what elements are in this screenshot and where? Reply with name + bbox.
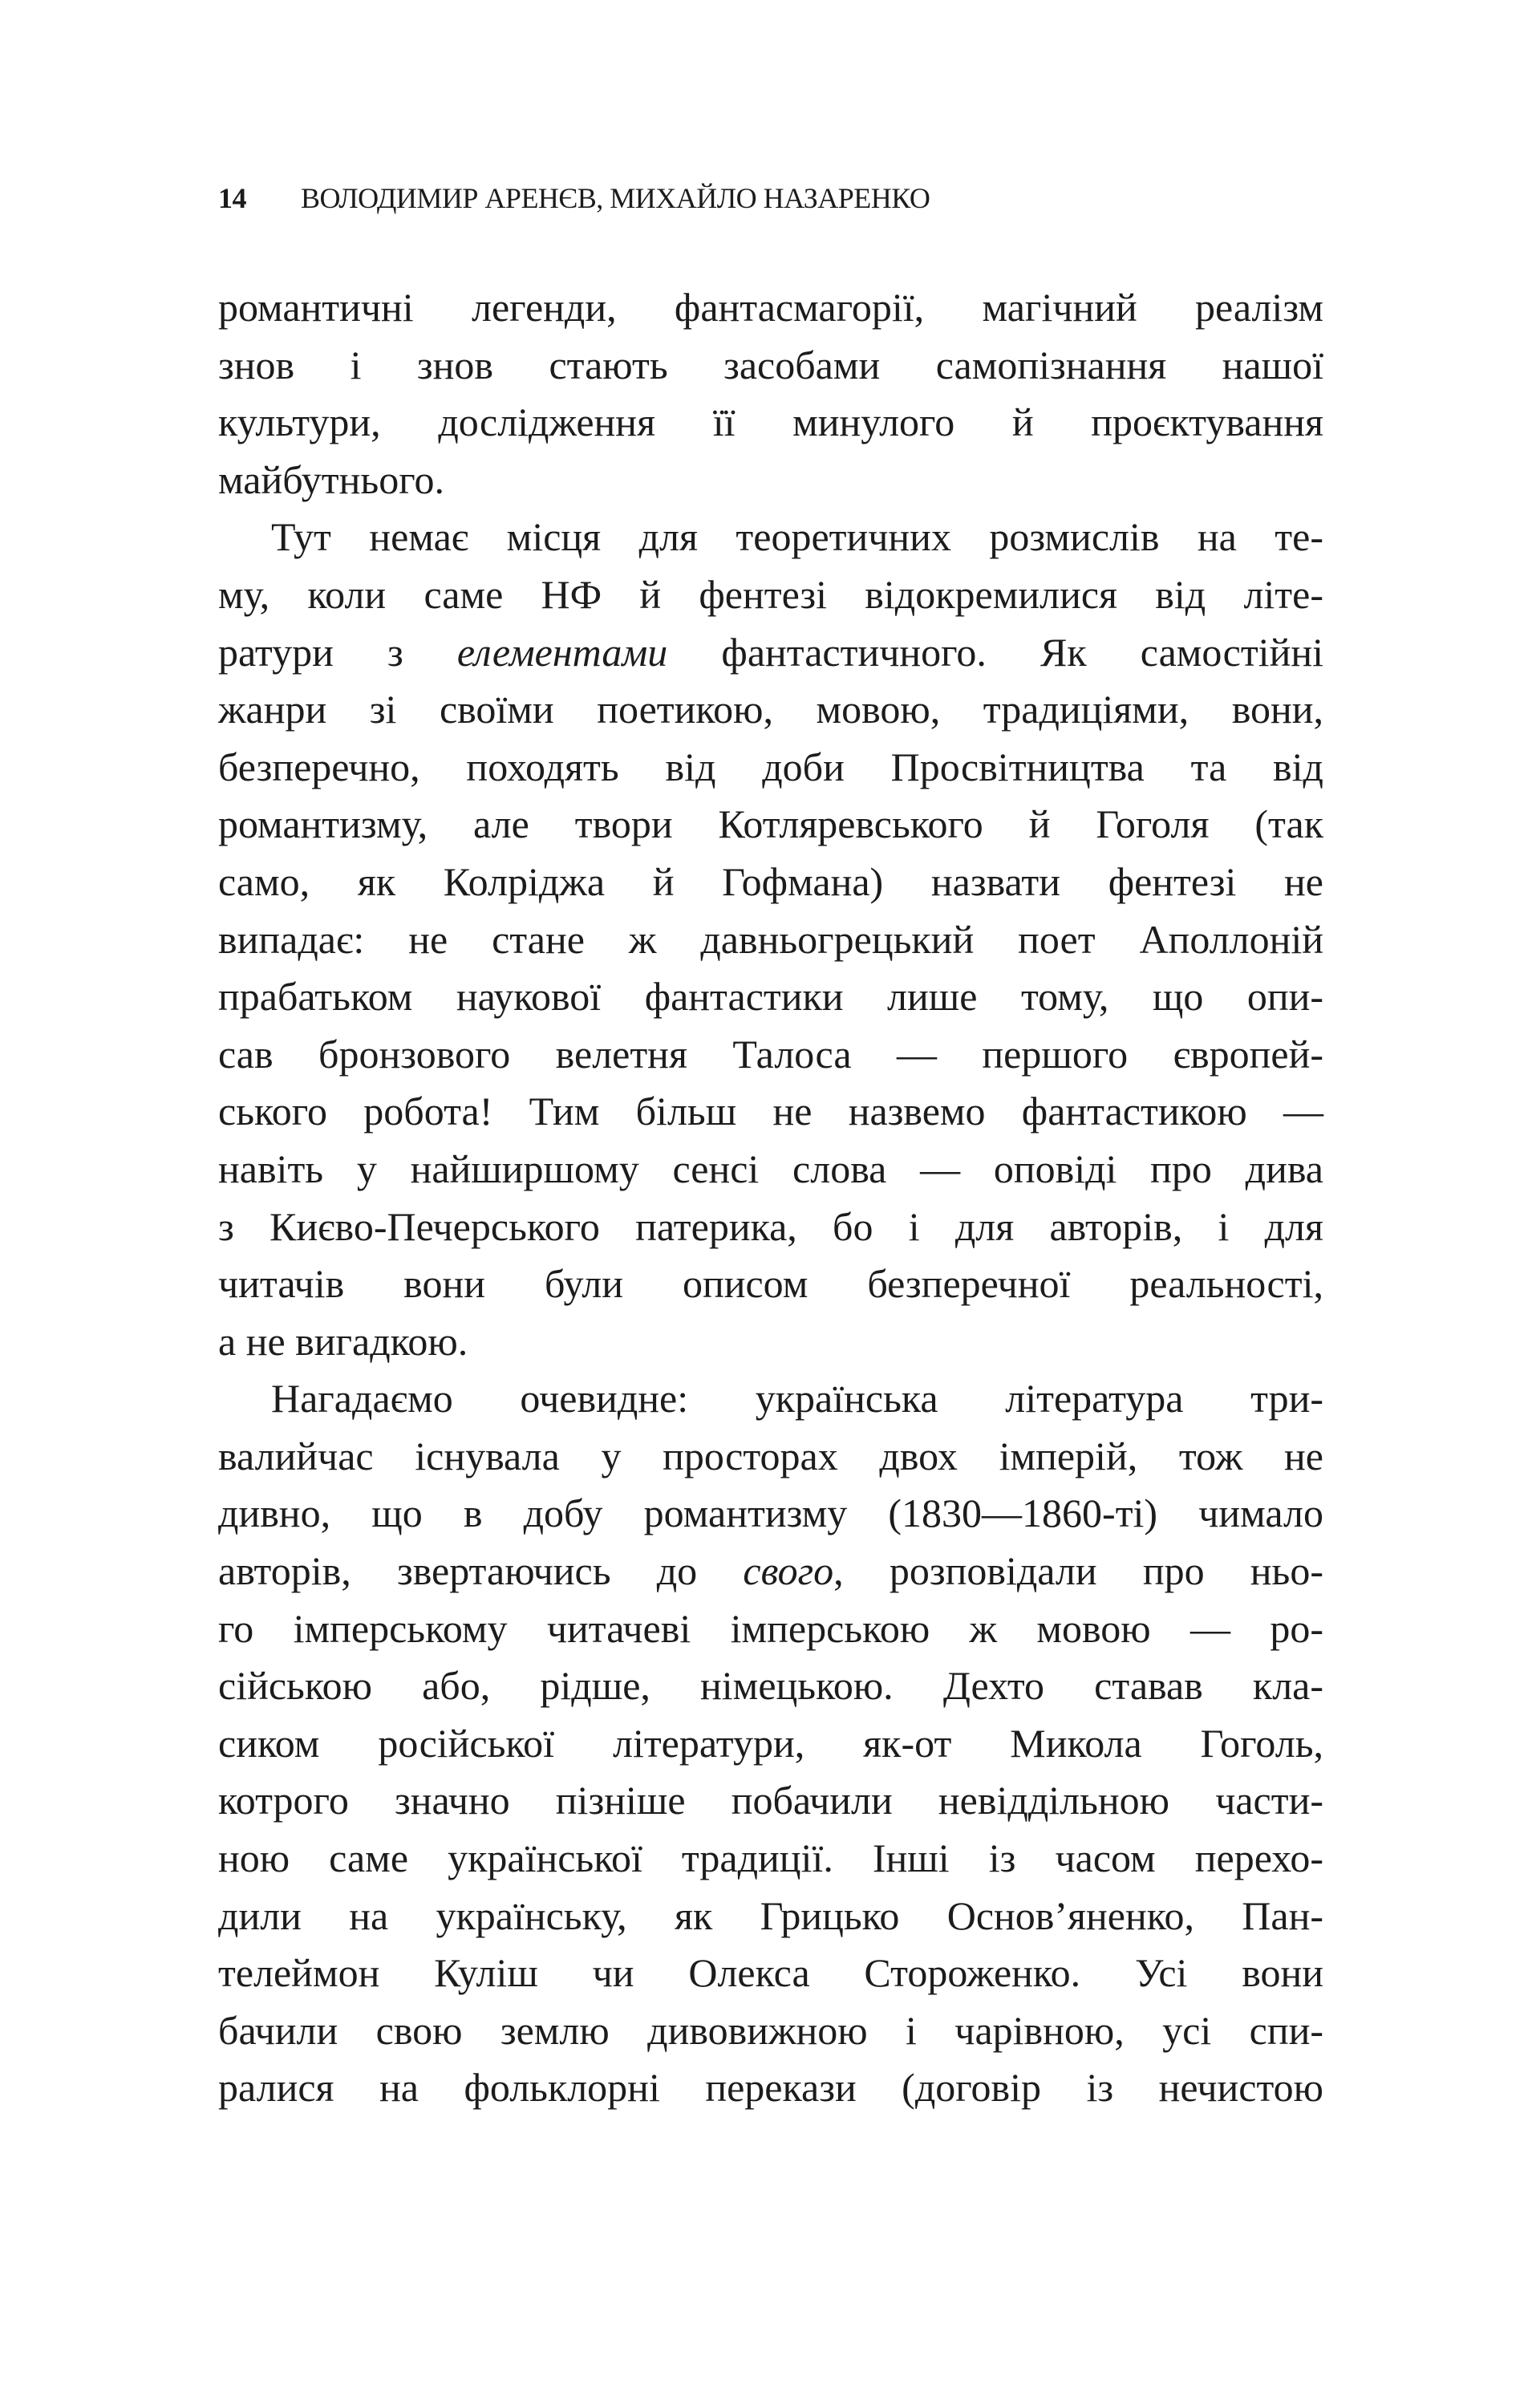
text-line: го імперському читачеві імперською ж мовою — ро- [218, 1605, 1323, 1651]
text-line: ського робота! Тим більш не назвемо фантастикою — [218, 1089, 1323, 1134]
italic-text: свого [743, 1548, 834, 1594]
text-line: романтизму, але твори Котляревського й Гоголя (так [218, 801, 1323, 847]
paragraph [218, 509, 1323, 1370]
body-text [218, 279, 1323, 2117]
text-line: сиком російської літератури, як-от Микола Гоголь, [218, 1720, 1323, 1766]
running-header [218, 181, 930, 215]
text-line: дивно, що в добу романтизму (1830—1860-ті) чимало [218, 1491, 1323, 1536]
text-line: романтичні легенди, фантасмагорії, магічний реалізм [218, 285, 1323, 330]
text-line: випадає: не стане ж давньогрецький поет Аполлоній [218, 916, 1323, 962]
text-segment: , розповідали про ньо- [833, 1548, 1323, 1594]
text-line [218, 1543, 1323, 1600]
text-line: безперечно, походять від доби Просвітництва та від [218, 744, 1323, 789]
text-line: Нагадаємо очевидне: українська література три- [271, 1376, 1323, 1422]
text-segment: ратури з [218, 629, 457, 675]
text-line: котрого значно пізніше побачили невіддільною части- [218, 1778, 1323, 1823]
text-line: жанри зі своїми поетикою, мовою, традиціями, вони, [218, 687, 1323, 732]
text-line: ною саме української традиції. Інші із часом перехо- [218, 1835, 1323, 1881]
text-line: прабатьком наукової фантастики лише тому, що опи- [218, 974, 1323, 1020]
text-line: бачили свою землю дивовижною і чарівною, усі спи- [218, 2007, 1323, 2053]
text-line: читачів вони були описом безперечної реальності, [218, 1261, 1323, 1307]
header-authors: ВОЛОДИМИР АРЕНЄВ, МИХАЙЛО НАЗАРЕНКО [301, 182, 930, 214]
text-line: знов і знов стають засобами самопізнання нашої [218, 342, 1323, 387]
text-line: культури, дослідження її минулого й проєктування [218, 400, 1323, 445]
italic-text: елементами [456, 629, 668, 675]
text-line: му, коли саме НФ й фентезі відокремилися від літе- [218, 571, 1323, 617]
text-segment: фантастичного. Як самостійні [667, 629, 1323, 675]
text-line: валийчас існувала у просторах двох імперій, тож не [218, 1433, 1323, 1478]
text-line: Тут немає місця для теоретичних розмислів на те- [271, 514, 1323, 560]
paragraph [218, 279, 1323, 509]
text-segment: авторів, звертаючись до [218, 1548, 744, 1594]
text-line: навіть у найширшому сенсі слова — оповіді про дива [218, 1146, 1323, 1191]
paragraph [218, 1370, 1323, 2117]
text-line [218, 624, 1323, 682]
text-line: телеймон Куліш чи Олекса Стороженко. Усі вони [218, 1950, 1323, 1996]
text-line: сав бронзового велетня Талоса — першого європей- [218, 1031, 1323, 1077]
text-line: само, як Колріджа й Гофмана) назвати фентезі не [218, 858, 1323, 904]
text-line: ралися на фольклорні перекази (договір із нечистою [218, 2065, 1323, 2111]
text-line: сійською або, рідше, німецькою. Дехто ставав кла- [218, 1663, 1323, 1709]
text-line: з Києво-Печерського патерика, бо і для авторів, і для [218, 1203, 1323, 1249]
text-line: дили на українську, як Грицько Основ’яненко, Пан- [218, 1892, 1323, 1938]
text-line: майбутнього. [218, 456, 444, 502]
text-line: а не вигадкою. [218, 1318, 468, 1364]
page-number: 14 [218, 182, 246, 214]
